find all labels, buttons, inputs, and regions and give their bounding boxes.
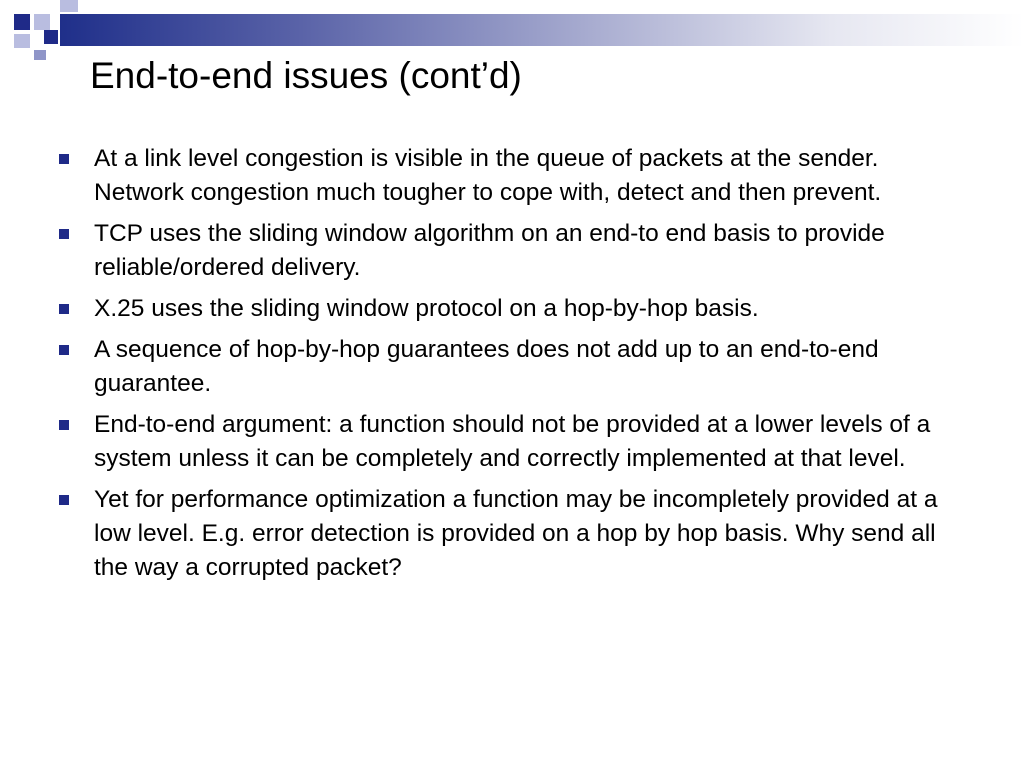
- header-gradient-band: [60, 14, 1024, 46]
- bullet-item: [56, 483, 956, 585]
- bullet-text: A sequence of hop-by-hop guarantees does not add up to an end-to-end guarantee.: [94, 336, 879, 397]
- square-bullet-icon: [59, 304, 69, 314]
- square-bullet-icon: [59, 495, 69, 505]
- decorative-square-icon: [14, 34, 30, 48]
- decorative-square-icon: [34, 14, 50, 30]
- square-bullet-icon: [59, 154, 69, 164]
- square-bullet-icon: [59, 345, 69, 355]
- bullet-text: End-to-end argument: a function should not be provided at a lower levels of a system unless it can be completely and correctly implemented at that level.: [94, 411, 931, 472]
- bullet-item: [56, 408, 956, 476]
- bullet-item: [56, 217, 956, 285]
- square-bullet-icon: [59, 229, 69, 239]
- bullet-text: TCP uses the sliding window algorithm on an end-to end basis to provide reliable/ordered delivery.: [94, 220, 885, 281]
- decorative-square-icon: [60, 0, 78, 12]
- bullet-item: [56, 333, 956, 401]
- bullet-list: [56, 142, 956, 592]
- decorative-square-icon: [44, 30, 58, 44]
- square-bullet-icon: [59, 420, 69, 430]
- bullet-text: At a link level congestion is visible in the queue of packets at the sender. Network congestion much tougher to cope with, detect and then prevent.: [94, 145, 882, 206]
- bullet-text: Yet for performance optimization a function may be incompletely provided at a low level. E.g. error detection is provided on a hop by hop basis. Why send all the way a corrupted packet?: [94, 486, 938, 581]
- bullet-text: X.25 uses the sliding window protocol on a hop-by-hop basis.: [94, 295, 759, 322]
- bullet-item: [56, 142, 956, 210]
- decorative-square-icon: [14, 14, 30, 30]
- decorative-square-icon: [34, 50, 46, 60]
- bullet-item: [56, 292, 956, 326]
- slide-title: End-to-end issues (cont’d): [90, 55, 522, 96]
